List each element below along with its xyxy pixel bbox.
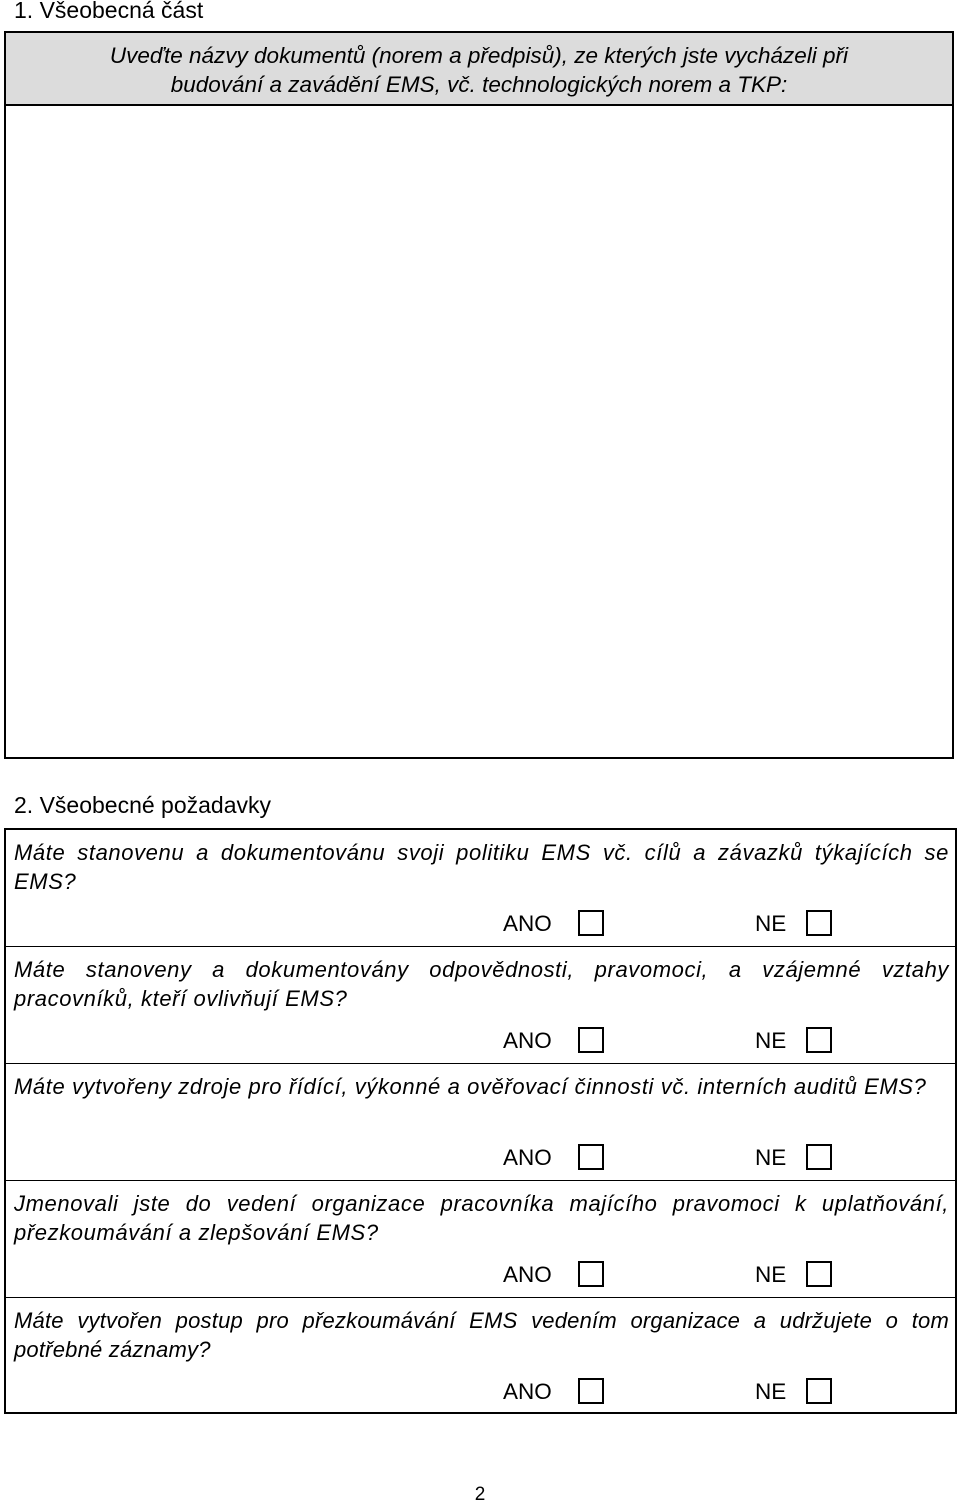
- no-checkbox[interactable]: [806, 1378, 832, 1404]
- no-checkbox[interactable]: [806, 1261, 832, 1287]
- question-row: [6, 830, 955, 947]
- no-label: NE: [755, 1145, 787, 1170]
- question-text: Máte vytvořeny zdroje pro řídící, výkonné a ověřovací činnosti vč. interních auditů EMS?: [14, 1074, 927, 1099]
- question-row: [6, 947, 955, 1064]
- yes-checkbox[interactable]: [578, 1378, 604, 1404]
- no-label: NE: [755, 911, 787, 936]
- no-checkbox[interactable]: [806, 1027, 832, 1053]
- section1-heading: 1. Všeobecná část: [14, 0, 204, 23]
- question-text: Máte vytvořen postup pro přezkoumávání EMS vedením organizace a udržujete o tom potřebné záznamy?: [14, 1308, 949, 1362]
- yes-checkbox[interactable]: [578, 1027, 604, 1053]
- question-row: [6, 1181, 955, 1298]
- yes-label: ANO: [503, 1145, 552, 1170]
- yes-label: ANO: [503, 1379, 552, 1404]
- section2-heading: 2. Všeobecné požadavky: [14, 792, 272, 818]
- question-text: Jmenovali jste do vedení organizace pracovníka majícího pravomoci k uplatňování, přezkoumávání a zlepšování EMS?: [14, 1191, 949, 1245]
- question-text: Máte stanovenu a dokumentovánu svoji politiku EMS vč. cílů a závazků týkajících se EMS?: [14, 840, 949, 894]
- documents-question-line2: budování a zavádění EMS, vč. technologických norem a TKP:: [170, 72, 788, 97]
- no-label: NE: [755, 1262, 787, 1287]
- yes-label: ANO: [503, 1262, 552, 1287]
- no-checkbox[interactable]: [806, 910, 832, 936]
- requirements-questionnaire: [4, 828, 957, 1414]
- yes-label: ANO: [503, 1028, 552, 1053]
- question-text: Máte stanoveny a dokumentovány odpovědnosti, pravomoci, a vzájemné vztahy pracovníků, kteří ovlivňují EMS?: [14, 957, 949, 1011]
- yes-checkbox[interactable]: [578, 910, 604, 936]
- documents-answer-area[interactable]: [6, 106, 952, 756]
- yes-label: ANO: [503, 911, 552, 936]
- yes-checkbox[interactable]: [578, 1261, 604, 1287]
- no-label: NE: [755, 1028, 787, 1053]
- question-row: [6, 1064, 955, 1181]
- documents-question-line1: Uveďte názvy dokumentů (norem a předpisů), ze kterých jste vycházeli při: [109, 43, 849, 68]
- documents-question: [6, 33, 952, 106]
- yes-checkbox[interactable]: [578, 1144, 604, 1170]
- no-checkbox[interactable]: [806, 1144, 832, 1170]
- documents-answer-box[interactable]: [4, 31, 954, 759]
- question-row: [6, 1298, 955, 1412]
- no-label: NE: [755, 1379, 787, 1404]
- page-number: 2: [474, 1484, 486, 1505]
